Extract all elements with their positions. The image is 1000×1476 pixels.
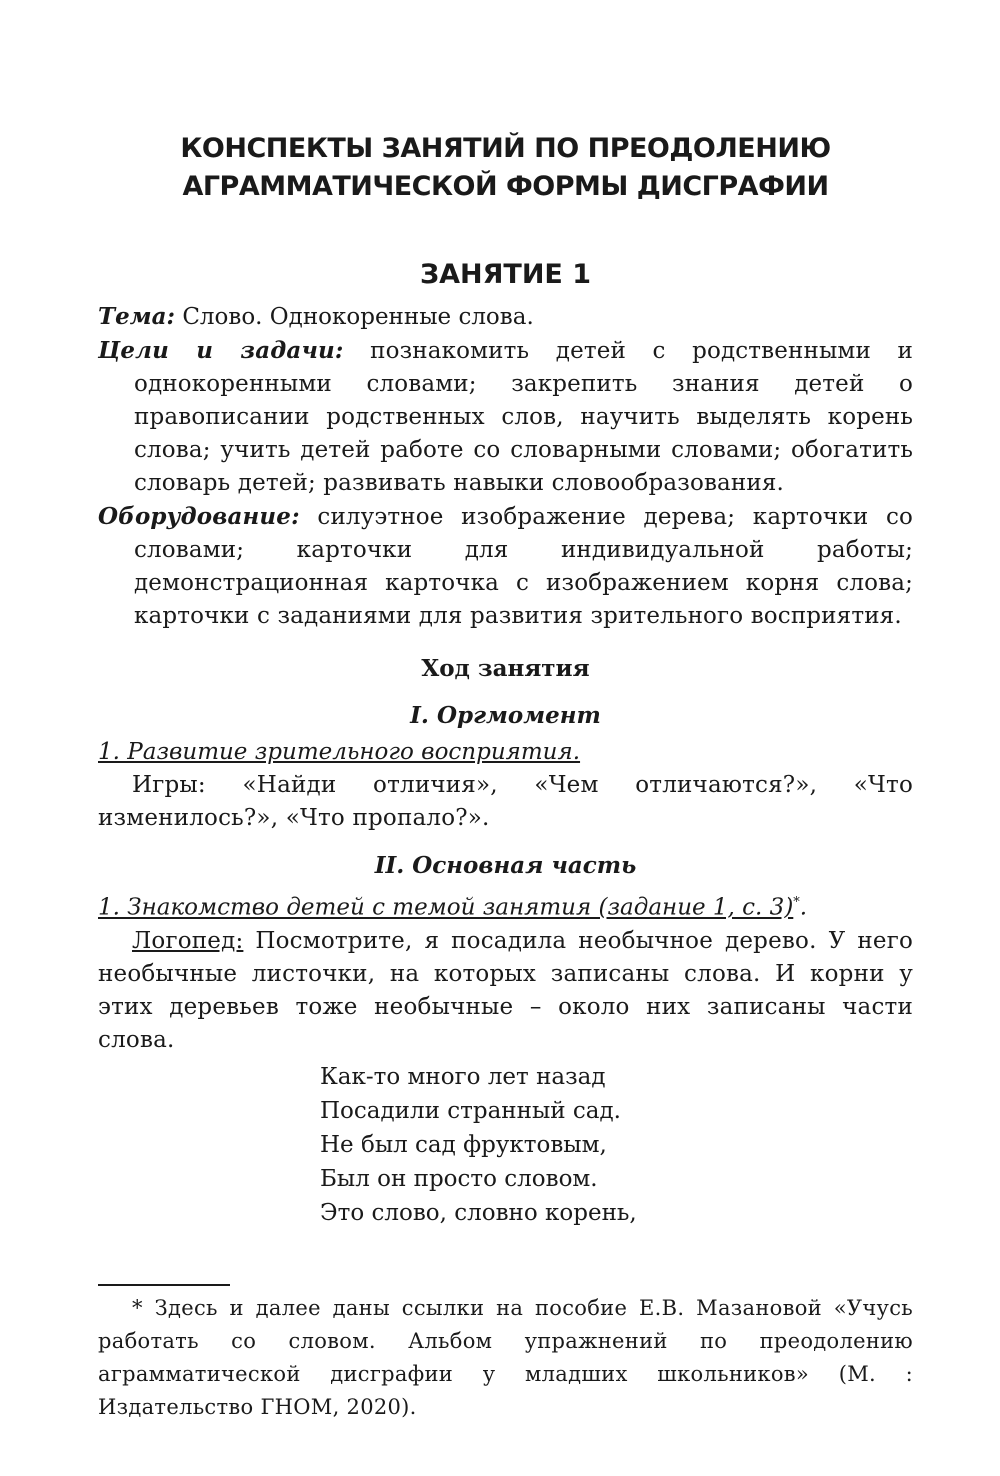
footnote [98, 1292, 913, 1424]
theme-label: Тема: [98, 303, 176, 330]
theme-text: Слово. Однокоренные слова. [175, 304, 534, 330]
part1-task1: 1. Развитие зрительного восприятия. [98, 739, 581, 765]
poem-line: Был он просто словом. [320, 1165, 598, 1192]
poem-line: Не был сад фруктовым, [320, 1131, 607, 1158]
equipment-label: Оборудование: [98, 503, 300, 530]
speaker-label: Логопед: [132, 927, 244, 954]
course-heading: Ход занятия [421, 655, 590, 682]
games-paragraph: Игры: «Найди отличия», «Чем отличаются?», «Что изменилось?», «Что пропало?». [98, 772, 913, 831]
goals-paragraph [98, 334, 913, 500]
lesson-title: ЗАНЯТИЕ 1 [419, 259, 592, 290]
speech-paragraph [98, 925, 913, 1057]
poem-line: Это слово, словно корень, [320, 1199, 637, 1226]
equipment-text: силуэтное изображение дерева; карточки со словами; карточки для индивидуальной работы; демонстрационная карточка с изображением корня слова; карточки с заданиями для развития зрительного восприятия. [134, 504, 913, 629]
part2-heading: II. Основная часть [374, 852, 637, 879]
poem-line: Посадили странный сад. [320, 1097, 621, 1124]
theme-paragraph [98, 300, 913, 334]
page-content [98, 130, 913, 1230]
speech-text: Посмотрите, я посадила необычное дерево. У него необычные листочки, на которых записаны слова. И корни у этих деревьев тоже необычные – около них записаны части слова. [98, 927, 913, 1053]
part1-heading: I. Оргмомент [410, 702, 601, 729]
footnote-mark: * [793, 895, 800, 910]
footnote-text: * Здесь и далее даны ссылки на пособие Е.В. Мазановой «Учусь работать со словом. Альбом упражнений по преодолению аграмматической дисграфии у младших школьников» (М. : Издательство ГНОМ, 2020). [98, 1296, 913, 1419]
goals-text: познакомить детей с родственными и однокоренными словами; закрепить знания детей о правописании родственных слов, научить выделять корень слова; учить детей работе со словарными словами; обогатить словарь детей; развивать навыки словообразования. [134, 338, 913, 496]
title-line-2: АГРАММАТИЧЕСКОЙ ФОРМЫ ДИСГРАФИИ [182, 171, 829, 202]
part2-task1-line [98, 886, 913, 925]
poem [320, 1060, 913, 1230]
title-line-1: КОНСПЕКТЫ ЗАНЯТИЙ ПО ПРЕОДОЛЕНИЮ [180, 133, 831, 164]
page-title [98, 130, 913, 206]
poem-line: Как-то много лет назад [320, 1063, 606, 1090]
part2-task1-end: . [799, 894, 808, 921]
part2-task1: 1. Знакомство детей с темой занятия (задание 1, с. 3) [98, 894, 794, 921]
equipment-paragraph [98, 500, 913, 633]
goals-label: Цели и задачи: [98, 337, 344, 364]
footnote-divider [98, 1284, 230, 1286]
